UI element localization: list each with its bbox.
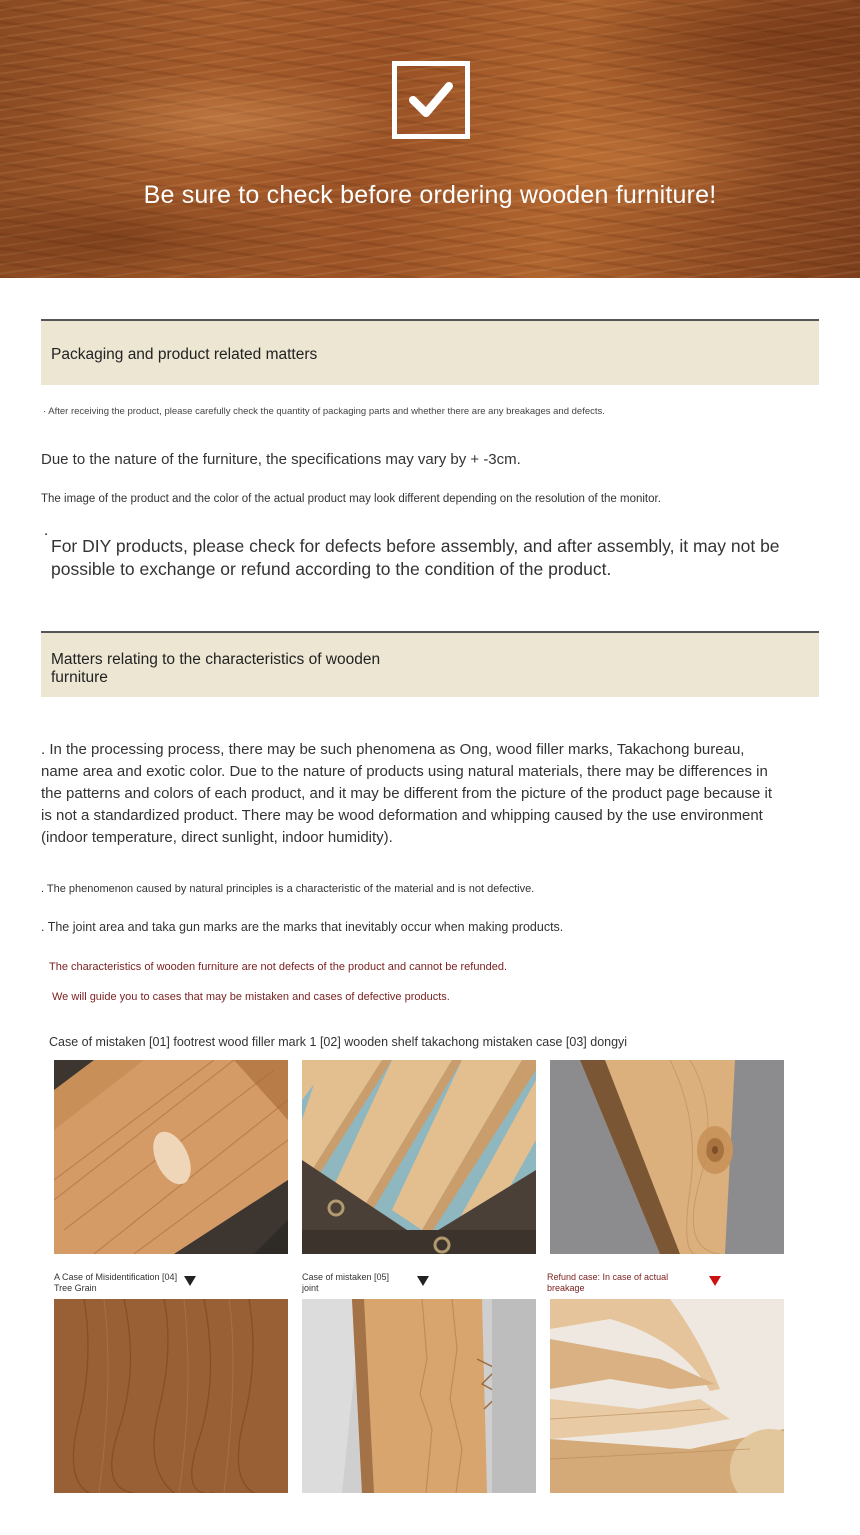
- guide-cases-note: We will guide you to cases that may be mistaken and cases of defective products.: [52, 991, 450, 1003]
- hero-banner: [0, 0, 860, 278]
- case-photo-footrest-filler: [54, 1060, 288, 1254]
- checkbox-check-icon: [392, 61, 470, 139]
- down-triangle-icon: [184, 1276, 196, 1286]
- natural-phenomenon-note: . The phenomenon caused by natural principles is a characteristic of the material and is not defective.: [41, 883, 535, 895]
- cases-caption: Case of mistaken [01] footrest wood filler mark 1 [02] wooden shelf takachong mistaken case [03] dongyi: [49, 1035, 628, 1049]
- case-label-joint: Case of mistaken [05] joint: [302, 1272, 390, 1293]
- case-label-tree-grain: A Case of Misidentification [04] Tree Grain: [54, 1272, 178, 1293]
- section-header-wood-characteristics: [41, 631, 819, 697]
- hero-title: Be sure to check before ordering wooden furniture!: [143, 181, 717, 209]
- processing-phenomena-note: . In the processing process, there may be such phenomena as Ong, wood filler marks, Takachong bureau, name area and exotic color. Due to the nature of products using natural materials, there may be differences in the patterns and colors of each product, and it may be different from the picture of the product page because it is not a standardized product. There may be wood deformation and whipping caused by the use environment (indoor temperature, direct sunlight, indoor humidity).: [41, 741, 773, 846]
- case-photo-breakage: [550, 1299, 784, 1493]
- case-label-refund-breakage: Refund case: In case of actual breakage: [547, 1272, 669, 1293]
- case-photo-tree-grain: [54, 1299, 288, 1493]
- spec-variation-note: Due to the nature of the furniture, the specifications may vary by + -3cm.: [41, 451, 521, 468]
- case-photo-dongyi: [550, 1060, 784, 1254]
- down-triangle-icon: [709, 1276, 721, 1286]
- section-header-label: Matters relating to the characteristics of wooden furniture: [51, 651, 381, 686]
- no-refund-note: The characteristics of wooden furniture are not defects of the product and cannot be refunded.: [49, 961, 508, 973]
- case-photo-joint: [302, 1299, 536, 1493]
- monitor-color-note: The image of the product and the color of the actual product may look different depending on the resolution of the monitor.: [41, 493, 661, 505]
- case-photo-shelf-takachong: [302, 1060, 536, 1254]
- packaging-check-note: · After receiving the product, please carefully check the quantity of packaging parts and whether there are any breakages and defects.: [43, 406, 605, 417]
- bullet-mark: .: [44, 522, 49, 539]
- section-header-packaging: [41, 319, 819, 385]
- section-header-label: Packaging and product related matters: [51, 346, 318, 363]
- down-triangle-icon: [417, 1276, 429, 1286]
- joint-marks-note: . The joint area and taka gun marks are the marks that inevitably occur when making products.: [41, 920, 564, 934]
- diy-product-note: For DIY products, please check for defects before assembly, and after assembly, it may not be possible to exchange or refund according to the condition of the product.: [51, 536, 780, 579]
